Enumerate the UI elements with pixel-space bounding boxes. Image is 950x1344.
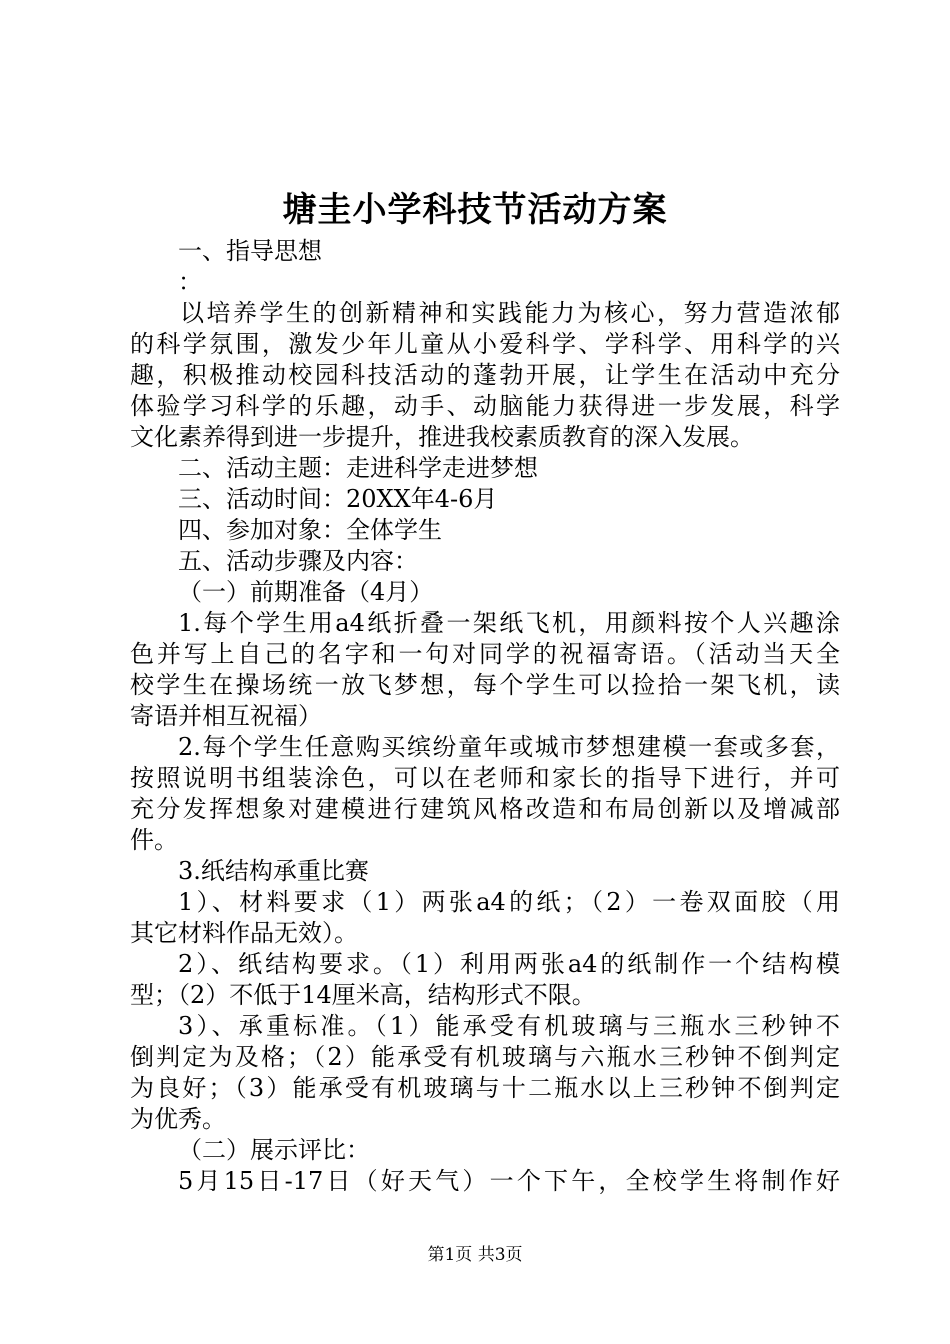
- paragraph-line: 为优秀。: [130, 1105, 226, 1133]
- document-body: [130, 236, 840, 1197]
- paragraph-line: 趣，积极推动校园科技活动的蓬勃开展，让学生在活动中充分: [130, 361, 840, 389]
- section-heading-guiding-idea: 一、指导思想: [178, 237, 322, 265]
- paragraph-line: 以培养学生的创新精神和实践能力为核心，努力营造浓郁: [180, 299, 840, 327]
- paragraph-line: 校学生在操场统一放飞梦想，每个学生可以捡拾一架飞机，读: [130, 671, 840, 699]
- paragraph-line: 2）、纸结构要求。（1）利用两张a4的纸制作一个结构模: [178, 950, 840, 978]
- section-heading-steps: 五、活动步骤及内容：: [178, 547, 418, 575]
- page-footer: 第1页 共3页: [427, 1245, 523, 1265]
- paragraph-line: 3）、承重标准。（1）能承受有机玻璃与三瓶水三秒钟不: [178, 1012, 840, 1040]
- paragraph-line: 5月15日-17日（好天气）一个下午，全校学生将制作好: [178, 1167, 840, 1195]
- section-heading-participants: 四、参加对象：全体学生: [178, 516, 442, 544]
- paragraph-line: 的科学氛围，激发少年儿童从小爱科学、学科学、用科学的兴: [130, 330, 840, 358]
- paragraph-line: 倒判定为及格；（2）能承受有机玻璃与六瓶水三秒钟不倒判定: [130, 1043, 840, 1071]
- paragraph-line: 2.每个学生任意购买缤纷童年或城市梦想建模一套或多套，: [178, 733, 840, 761]
- colon-line: ：: [178, 268, 202, 296]
- paragraph-line: 其它材料作品无效）。: [130, 919, 358, 947]
- section-heading-theme: 二、活动主题：走进科学走进梦想: [178, 454, 538, 482]
- document-title: 塘圭小学科技节活动方案: [282, 190, 668, 230]
- paragraph-line: 文化素养得到进一步提升，推进我校素质教育的深入发展。: [130, 423, 754, 451]
- section-heading-time: 三、活动时间：20XX年4-6月: [178, 485, 498, 513]
- subsection-heading-preparation: （一）前期准备（4月）: [178, 578, 434, 606]
- item-heading-paper-structure: 3.纸结构承重比赛: [178, 857, 369, 885]
- paragraph-line: 为良好；（3）能承受有机玻璃与十二瓶水以上三秒钟不倒判定: [130, 1074, 840, 1102]
- paragraph-line: 按照说明书组装涂色，可以在老师和家长的指导下进行，并可: [130, 764, 840, 792]
- paragraph-line: 充分发挥想象对建模进行建筑风格改造和布局创新以及增减部: [130, 795, 840, 823]
- paragraph-line: 件。: [130, 826, 178, 854]
- subsection-heading-exhibition: （二）展示评比：: [178, 1136, 370, 1164]
- paragraph-line: 1）、材料要求（1）两张a4的纸；（2）一卷双面胶（用: [178, 888, 840, 916]
- paragraph-line: 寄语并相互祝福）: [130, 702, 322, 730]
- paragraph-line: 体验学习科学的乐趣，动手、动脑能力获得进一步发展，科学: [130, 392, 840, 420]
- paragraph-line: 型；（2）不低于14厘米高，结构形式不限。: [130, 981, 596, 1009]
- paragraph-line: 色并写上自己的名字和一句对同学的祝福寄语。（活动当天全: [130, 640, 840, 668]
- paragraph-line: 1.每个学生用a4纸折叠一架纸飞机，用颜料按个人兴趣涂: [178, 609, 840, 637]
